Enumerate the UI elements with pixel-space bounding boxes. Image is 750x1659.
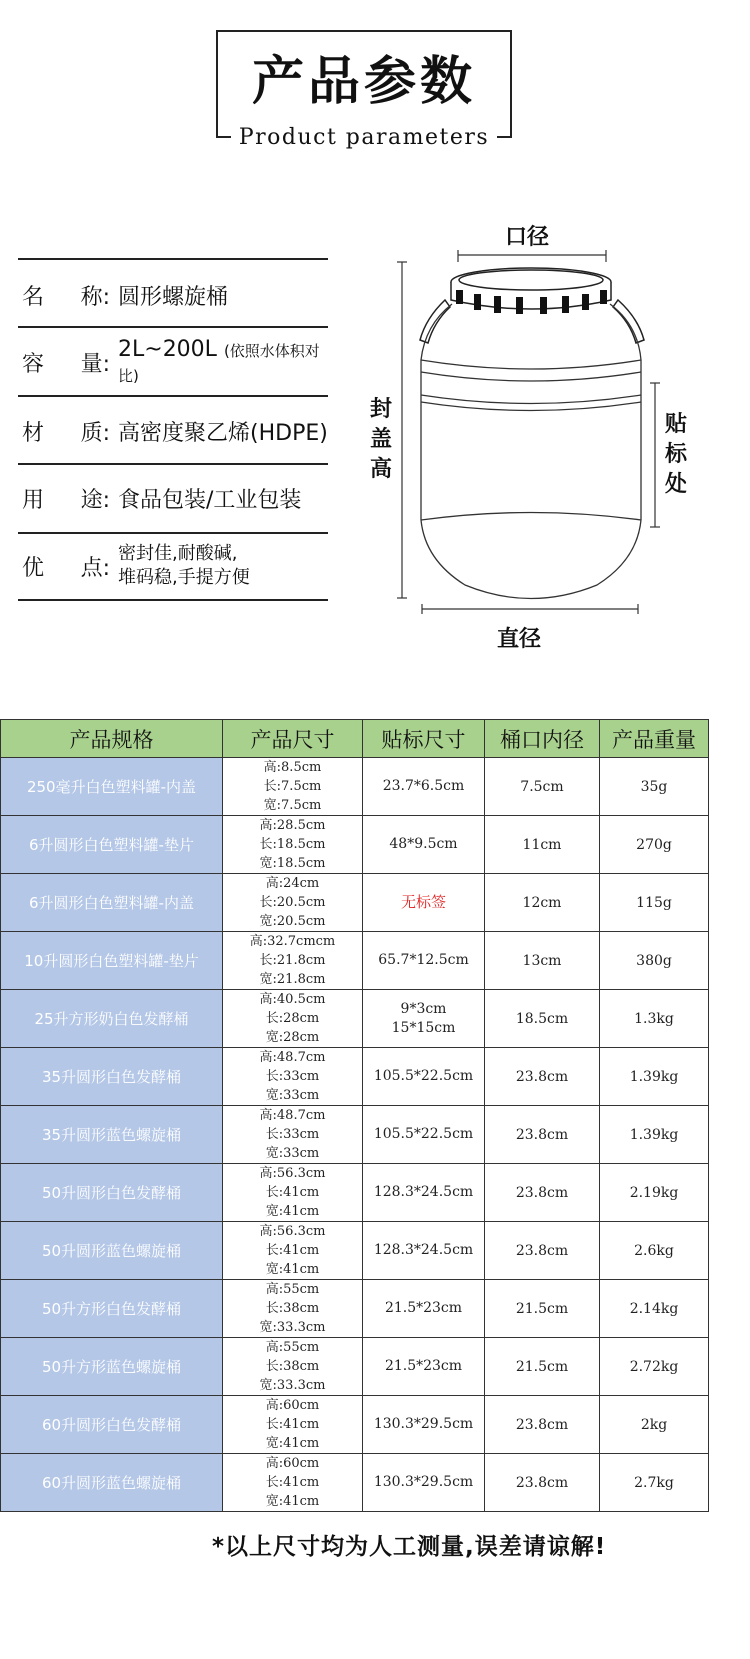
cell-label-size xyxy=(363,1396,485,1454)
size-height: 高:48.7cm xyxy=(259,1108,326,1123)
size-height: 高:55cm xyxy=(265,1282,320,1297)
spec-row-material: 材 质: 高密度聚乙烯(HDPE) xyxy=(22,414,332,448)
table-header-row xyxy=(1,720,709,758)
label-size-value: 21.5*23cm xyxy=(384,1300,463,1316)
cell-product-spec: 50升圆形白色发酵桶 xyxy=(1,1164,223,1222)
table-row xyxy=(1,1280,709,1338)
size-length: 长:38cm xyxy=(265,1359,320,1374)
spec-row-capacity: 容 量: 2L~200L (依照水体积对比) xyxy=(22,337,320,385)
spec-value: 2L~200L xyxy=(118,337,217,362)
size-width: 宽:20.5cm xyxy=(259,914,326,929)
size-length: 长:28cm xyxy=(265,1011,320,1026)
cell-mouth-diameter: 7.5cm xyxy=(485,758,600,816)
size-height: 高:56.3cm xyxy=(259,1166,326,1181)
cell-product-size xyxy=(223,1106,363,1164)
cell-product-spec: 50升方形白色发酵桶 xyxy=(1,1280,223,1338)
cell-label-size xyxy=(363,1222,485,1280)
cell-weight: 35g xyxy=(600,758,709,816)
cell-mouth-diameter: 12cm xyxy=(485,874,600,932)
cell-weight: 270g xyxy=(600,816,709,874)
cell-mouth-diameter: 18.5cm xyxy=(485,990,600,1048)
size-height: 高:28.5cm xyxy=(259,818,326,833)
cell-weight: 2.7kg xyxy=(600,1454,709,1512)
table-row xyxy=(1,816,709,874)
spec-row-name: 名 称: 圆形螺旋桶 xyxy=(22,278,332,312)
table-row xyxy=(1,1048,709,1106)
cell-product-size xyxy=(223,1280,363,1338)
label-size-value: 48*9.5cm xyxy=(389,836,458,852)
label-size-value: 9*3cm xyxy=(400,1000,447,1017)
table-row xyxy=(1,874,709,932)
size-length: 长:7.5cm xyxy=(263,779,322,794)
spec-value: 堆码稳,手提方便 xyxy=(118,567,250,588)
size-width: 宽:18.5cm xyxy=(259,856,326,871)
size-height: 高:60cm xyxy=(265,1398,320,1413)
label-size-value: 65.7*12.5cm xyxy=(378,952,469,968)
spec-value: 密封佳,耐酸碱, xyxy=(118,543,238,564)
mouth-diameter-label: 口径 xyxy=(505,225,550,250)
spec-row-usage: 用 途: 食品包装/工业包装 xyxy=(22,481,332,515)
size-width: 宽:41cm xyxy=(265,1494,320,1509)
cell-weight: 2.19kg xyxy=(600,1164,709,1222)
size-height: 高:24cm xyxy=(265,876,320,891)
size-length: 长:21.8cm xyxy=(259,953,326,968)
spec-value: 高密度聚乙烯(HDPE) xyxy=(118,420,328,446)
cell-mouth-diameter: 11cm xyxy=(485,816,600,874)
page-title: 产品参数 xyxy=(251,52,476,112)
cell-weight: 2.6kg xyxy=(600,1222,709,1280)
cell-product-spec: 50升方形蓝色螺旋桶 xyxy=(1,1338,223,1396)
cell-product-spec: 25升方形奶白色发酵桶 xyxy=(1,990,223,1048)
cell-label-size xyxy=(363,816,485,874)
cell-label-size xyxy=(363,1048,485,1106)
label-size-value-2: 15*15cm xyxy=(391,1019,456,1036)
label-size-value: 23.7*6.5cm xyxy=(382,778,465,794)
cell-mouth-diameter: 13cm xyxy=(485,932,600,990)
size-height: 高:8.5cm xyxy=(263,760,322,775)
cell-label-size xyxy=(363,874,485,932)
cell-weight: 380g xyxy=(600,932,709,990)
size-width: 宽:41cm xyxy=(265,1436,320,1451)
label-size-value: 128.3*24.5cm xyxy=(373,1184,474,1200)
cell-label-size xyxy=(363,758,485,816)
cell-weight: 1.3kg xyxy=(600,990,709,1048)
cell-product-spec: 6升圆形白色塑料罐-内盖 xyxy=(1,874,223,932)
label-size-value: 130.3*29.5cm xyxy=(373,1474,474,1490)
size-width: 宽:41cm xyxy=(265,1204,320,1219)
product-spec-table xyxy=(0,719,709,1512)
size-length: 长:20.5cm xyxy=(259,895,326,910)
table-row xyxy=(1,1164,709,1222)
spec-value: 食品包装/工业包装 xyxy=(118,487,302,513)
cell-mouth-diameter: 23.8cm xyxy=(485,1164,600,1222)
size-height: 高:56.3cm xyxy=(259,1224,326,1239)
cell-mouth-diameter: 23.8cm xyxy=(485,1396,600,1454)
table-row xyxy=(1,758,709,816)
col-header-spec: 产品规格 xyxy=(1,720,223,758)
label-size-value: 128.3*24.5cm xyxy=(373,1242,474,1258)
size-width: 宽:28cm xyxy=(265,1030,320,1045)
size-height: 高:40.5cm xyxy=(259,992,326,1007)
label-size-value: 105.5*22.5cm xyxy=(373,1126,474,1142)
cell-product-size xyxy=(223,1048,363,1106)
col-header-label-size: 贴标尺寸 xyxy=(363,720,485,758)
cell-product-spec: 50升圆形蓝色螺旋桶 xyxy=(1,1222,223,1280)
table-row xyxy=(1,1454,709,1512)
cell-label-size xyxy=(363,1280,485,1338)
size-length: 长:33cm xyxy=(265,1069,320,1084)
cell-weight: 2.72kg xyxy=(600,1338,709,1396)
cap-height-label: 封 盖 高 xyxy=(369,397,392,482)
cell-weight: 2.14kg xyxy=(600,1280,709,1338)
cell-mouth-diameter: 23.8cm xyxy=(485,1222,600,1280)
size-length: 长:41cm xyxy=(265,1243,320,1258)
footer-note: *以上尺寸均为人工测量,误差请谅解! xyxy=(212,1534,607,1560)
col-header-mouth: 桶口内径 xyxy=(485,720,600,758)
cell-mouth-diameter: 21.5cm xyxy=(485,1338,600,1396)
cell-label-size xyxy=(363,1338,485,1396)
cell-product-spec: 250毫升白色塑料罐-内盖 xyxy=(1,758,223,816)
label-size-value: 105.5*22.5cm xyxy=(373,1068,474,1084)
table-row xyxy=(1,1106,709,1164)
size-height: 高:60cm xyxy=(265,1456,320,1471)
size-width: 宽:41cm xyxy=(265,1262,320,1277)
cell-product-size xyxy=(223,1338,363,1396)
cell-weight: 1.39kg xyxy=(600,1106,709,1164)
cell-product-spec: 6升圆形白色塑料罐-垫片 xyxy=(1,816,223,874)
cell-product-size xyxy=(223,874,363,932)
cell-product-spec: 10升圆形白色塑料罐-垫片 xyxy=(1,932,223,990)
size-length: 长:41cm xyxy=(265,1185,320,1200)
spec-note: (依照水体积对比) xyxy=(118,342,320,385)
cell-label-size xyxy=(363,1164,485,1222)
table-row xyxy=(1,1222,709,1280)
table-row xyxy=(1,932,709,990)
cell-product-spec: 60升圆形白色发酵桶 xyxy=(1,1396,223,1454)
cell-product-size xyxy=(223,990,363,1048)
cell-product-size xyxy=(223,932,363,990)
col-header-size: 产品尺寸 xyxy=(223,720,363,758)
size-width: 宽:33cm xyxy=(265,1146,320,1161)
size-width: 宽:7.5cm xyxy=(263,798,322,813)
cell-product-spec: 35升圆形白色发酵桶 xyxy=(1,1048,223,1106)
diameter-label: 直径 xyxy=(497,627,542,652)
cell-weight: 115g xyxy=(600,874,709,932)
spec-row-advantages: 优 点: 密封佳,耐酸碱, 堆码稳,手提方便 xyxy=(22,540,332,592)
cell-weight: 1.39kg xyxy=(600,1048,709,1106)
size-length: 长:38cm xyxy=(265,1301,320,1316)
cell-weight: 2kg xyxy=(600,1396,709,1454)
size-width: 宽:21.8cm xyxy=(259,972,326,987)
page-subtitle: Product parameters xyxy=(216,124,512,152)
size-length: 长:18.5cm xyxy=(259,837,326,852)
cell-product-spec: 35升圆形蓝色螺旋桶 xyxy=(1,1106,223,1164)
table-row xyxy=(1,1396,709,1454)
barrel-diagram xyxy=(0,0,750,700)
cell-label-size xyxy=(363,1454,485,1512)
size-length: 长:41cm xyxy=(265,1475,320,1490)
cell-product-spec: 60升圆形蓝色螺旋桶 xyxy=(1,1454,223,1512)
table-row xyxy=(1,1338,709,1396)
cell-mouth-diameter: 23.8cm xyxy=(485,1106,600,1164)
cell-product-size xyxy=(223,1396,363,1454)
cell-product-size xyxy=(223,1164,363,1222)
label-size-value: 21.5*23cm xyxy=(384,1358,463,1374)
size-height: 高:48.7cm xyxy=(259,1050,326,1065)
label-area-label: 贴 标 处 xyxy=(664,412,687,497)
cell-product-size xyxy=(223,1454,363,1512)
cell-mouth-diameter: 23.8cm xyxy=(485,1048,600,1106)
cell-mouth-diameter: 21.5cm xyxy=(485,1280,600,1338)
size-height: 高:55cm xyxy=(265,1340,320,1355)
cell-mouth-diameter: 23.8cm xyxy=(485,1454,600,1512)
size-width: 宽:33.3cm xyxy=(259,1378,326,1393)
size-width: 宽:33cm xyxy=(265,1088,320,1103)
cell-product-size xyxy=(223,816,363,874)
size-length: 长:33cm xyxy=(265,1127,320,1142)
table-row xyxy=(1,990,709,1048)
cell-product-size xyxy=(223,1222,363,1280)
size-height: 高:32.7cmcm xyxy=(249,934,336,949)
cell-product-size xyxy=(223,758,363,816)
cell-label-size xyxy=(363,990,485,1048)
size-length: 长:41cm xyxy=(265,1417,320,1432)
label-size-value: 无标签 xyxy=(400,893,446,911)
cell-label-size xyxy=(363,932,485,990)
spec-value: 圆形螺旋桶 xyxy=(118,284,229,310)
label-size-value: 130.3*29.5cm xyxy=(373,1416,474,1432)
col-header-weight: 产品重量 xyxy=(600,720,709,758)
size-width: 宽:33.3cm xyxy=(259,1320,326,1335)
cell-label-size xyxy=(363,1106,485,1164)
